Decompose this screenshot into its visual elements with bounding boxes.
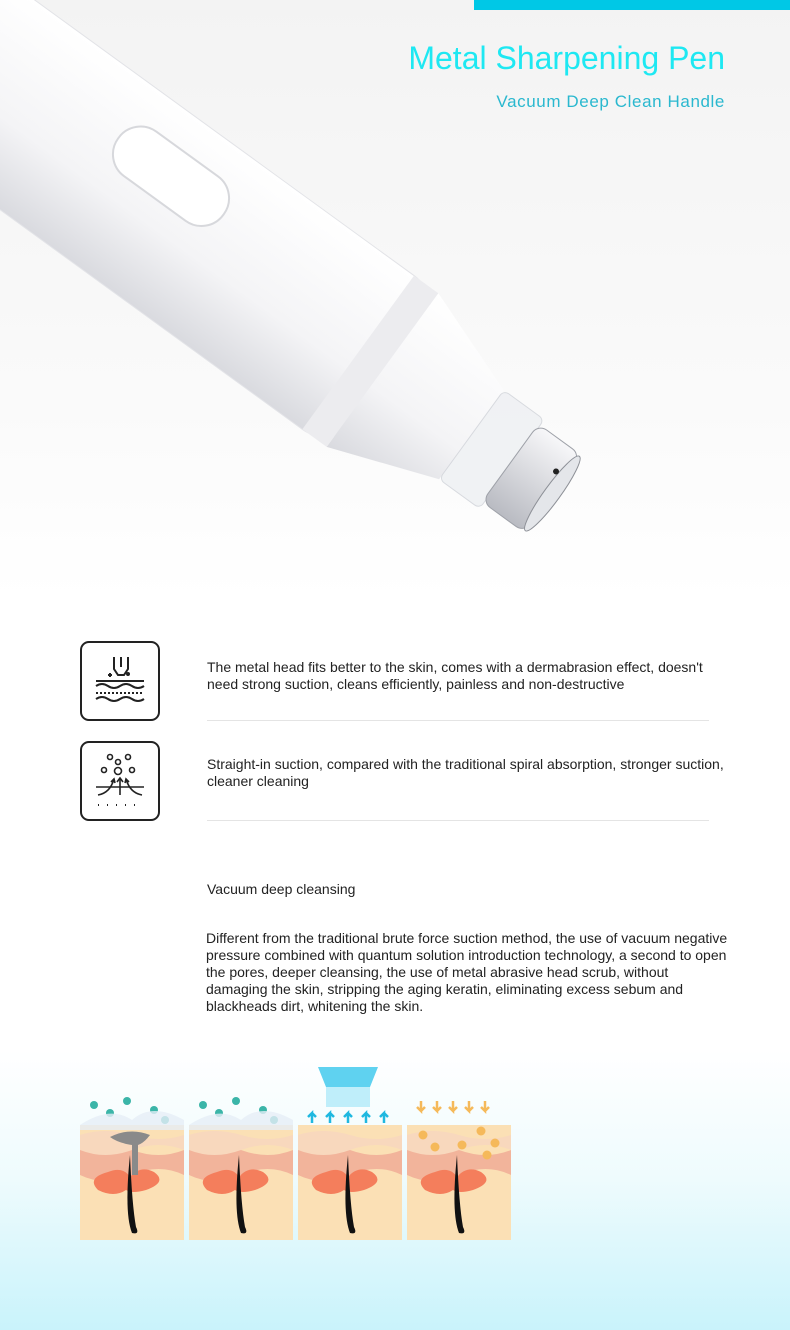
product-title: Metal Sharpening Pen: [408, 40, 725, 76]
step-panel-clogged-pore: [80, 1097, 184, 1240]
arrow-up-icon: [380, 1113, 388, 1123]
section-body: Different from the traditional brute force suction method, the use of vacuum negative pressure combined with quantum solution introduction technology, a second to open the pores, deeper cleansing, the use of metal abrasive head scrub, without damaging the skin, stripping the aging keratin, eliminating excess sebum and blackheads dirt, whitening the skin.: [206, 930, 728, 1014]
divider: [207, 720, 709, 721]
nutrient-dot: [419, 1131, 428, 1140]
section-heading: Vacuum deep cleansing: [207, 881, 356, 897]
arrow-up-icon: [308, 1113, 316, 1123]
step-panel-pore-opening: [189, 1097, 293, 1240]
bubble: [199, 1101, 207, 1109]
arrow-down-icon: [481, 1101, 489, 1111]
suction-bubbles-icon: [80, 741, 160, 821]
nutrient-dot: [483, 1151, 492, 1160]
feature-text: The metal head fits better to the skin, comes with a dermabrasion effect, doesn't need strong suction, cleans efficiently, painless and non-destructive: [207, 659, 703, 692]
vacuum-pen-image: [0, 0, 790, 580]
cleansing-steps-illustration: [78, 1065, 518, 1245]
step-panel-nourish: [407, 1101, 511, 1240]
nutrient-dot: [491, 1139, 500, 1148]
arrow-up-icon: [326, 1113, 334, 1123]
step-panel-vacuum-suction: [298, 1067, 402, 1240]
dermabrasion-head-icon: [80, 641, 160, 721]
nutrient-dot: [458, 1141, 467, 1150]
vacuum-head: [318, 1067, 378, 1087]
arrow-down-icon: [417, 1101, 425, 1111]
bubble: [123, 1097, 131, 1105]
arrow-down-icon: [433, 1101, 441, 1111]
product-subtitle: Vacuum Deep Clean Handle: [496, 92, 725, 111]
arrow-down-icon: [465, 1101, 473, 1111]
bubble: [232, 1097, 240, 1105]
nutrient-dot: [431, 1143, 440, 1152]
divider: [207, 820, 709, 821]
feature-text: Straight-in suction, compared with the traditional spiral absorption, stronger suction, cleaner cleaning: [207, 756, 724, 789]
arrow-down-icon: [449, 1101, 457, 1111]
arrow-up-icon: [362, 1113, 370, 1123]
arrow-up-icon: [344, 1113, 352, 1123]
nutrient-dot: [477, 1127, 486, 1136]
bubble: [90, 1101, 98, 1109]
